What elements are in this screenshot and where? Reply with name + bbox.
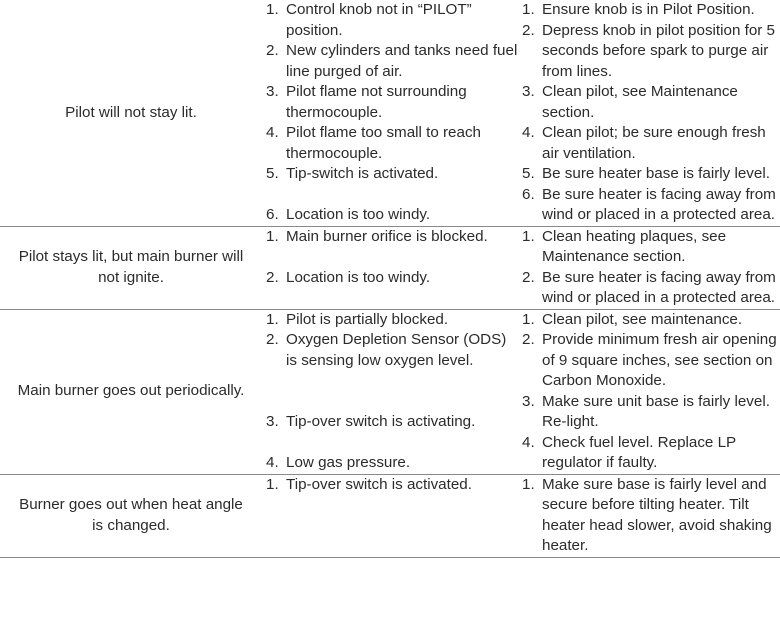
solution-item: 1. Clean pilot, see maintenance.: [522, 310, 743, 328]
problem-cell: [0, 0, 262, 226]
causes-cell: [262, 474, 520, 557]
cause-item: 1. Pilot is partially blocked.: [266, 310, 449, 328]
problem-text: Pilot will not stay lit.: [65, 103, 197, 121]
cause-item: 2. New cylinders and tanks need fuel line purged of air.: [266, 42, 518, 80]
solution-item: 1. Clean heating plaques, see Maintenance section.: [522, 227, 727, 265]
cause-item: 2. Location is too windy.: [266, 268, 431, 286]
cause-item: 4. Pilot flame too small to reach thermocouple.: [266, 124, 481, 162]
cause-item: 2. Oxygen Depletion Sensor (ODS) is sensing low oxygen level.: [266, 331, 507, 369]
cause-item: 6. Location is too windy.: [266, 206, 431, 223]
solution-item: 4. Clean pilot; be sure enough fresh air ventilation.: [522, 124, 766, 162]
cause-item: 3. Pilot flame not surrounding thermocouple.: [266, 83, 467, 121]
solutions-cell: [520, 309, 780, 474]
causes-cell: [262, 0, 520, 226]
problem-cell: [0, 474, 262, 557]
problem-cell: [0, 226, 262, 309]
solution-item: 1. Make sure base is fairly level and secure before tilting heater. Tilt heater head slower, avoid shaking heater.: [522, 475, 772, 554]
table-row: [0, 309, 780, 474]
problem-text: Main burner goes out periodically.: [17, 382, 245, 400]
solution-item: 6. Be sure heater is facing away from wind or placed in a protected area.: [522, 185, 776, 223]
cause-item: 1. Tip-over switch is activated.: [266, 475, 472, 493]
solution-item: 1. Ensure knob is in Pilot Position.: [522, 1, 755, 18]
problem-cell: [0, 309, 262, 474]
solution-item: 2. Be sure heater is facing away from wind or placed in a protected area.: [522, 268, 776, 306]
solution-item: 3. Make sure unit base is fairly level. Re-light.: [522, 392, 770, 430]
problem-text: Burner goes out when heat angle is changed.: [19, 496, 243, 534]
solutions-cell: [520, 474, 780, 557]
table-row: [0, 0, 780, 226]
problem-text: Pilot stays lit, but main burner will not ignite.: [18, 248, 244, 286]
causes-cell: [262, 309, 520, 474]
solution-item: 5. Be sure heater base is fairly level.: [522, 165, 770, 182]
solution-item: 4. Check fuel level. Replace LP regulator if faulty.: [522, 433, 736, 471]
causes-cell: [262, 226, 520, 309]
solution-item: 3. Clean pilot, see Maintenance section.: [522, 83, 738, 121]
table-row: [0, 226, 780, 309]
solution-item: 2. Provide minimum fresh air opening of 9 square inches, see section on Carbon Monoxide.: [522, 331, 777, 389]
cause-item: 5. Tip-switch is activated.: [266, 165, 439, 182]
solution-item: 2. Depress knob in pilot position for 5 seconds before spark to purge air from lines.: [522, 21, 776, 80]
table-row: [0, 474, 780, 557]
solutions-cell: [520, 0, 780, 226]
cause-item: 3. Tip-over switch is activating.: [266, 413, 476, 430]
cause-item: 1. Control knob not in “PILOT” position.: [266, 1, 472, 39]
cause-item: 4. Low gas pressure.: [266, 454, 411, 471]
solutions-cell: [520, 226, 780, 309]
cause-item: 1. Main burner orifice is blocked.: [266, 227, 488, 245]
